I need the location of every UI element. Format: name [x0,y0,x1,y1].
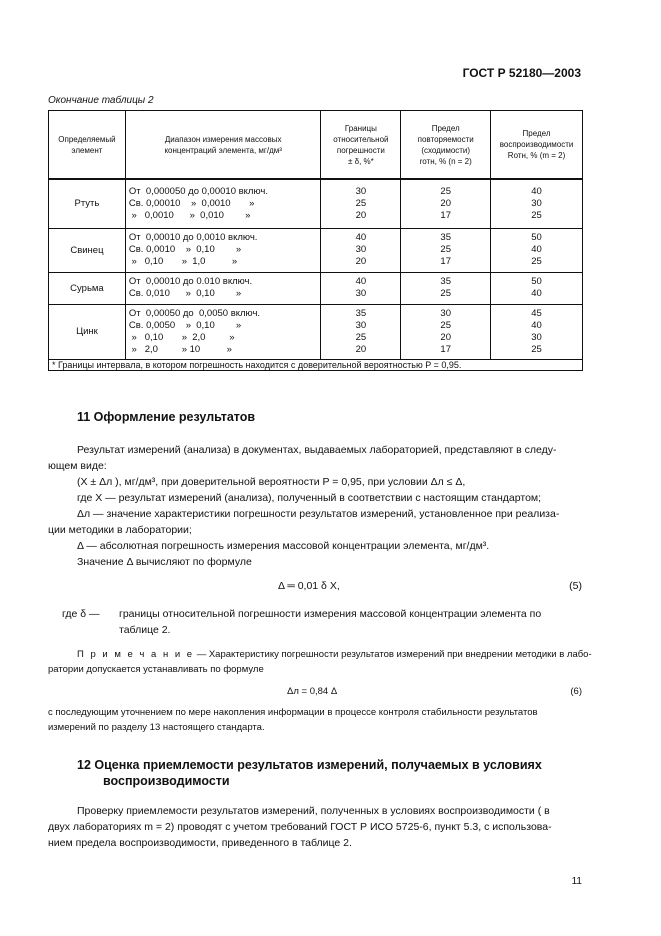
header-range: Диапазон измерения массовых концентраций элемента, мг/дм³ [125,111,321,180]
cell-reproducibility: 50 40 [491,272,583,304]
cell-range: От 0,00010 до 0.010 включ. Св. 0,010 » 0,10 » [125,272,321,304]
table-row [49,272,583,304]
note-line [77,647,592,662]
page-number: 11 [571,876,582,887]
equation-5: Δ ═ 0,01 δ X, [278,580,340,592]
cell-delta: 40 30 20 [321,228,401,272]
cell-range: От 0,000050 до 0,00010 включ. Св. 0,00010 » 0,0010 » » 0,0010 » 0,010 » [125,179,321,228]
table-row [49,179,583,228]
document-header: ГОСТ Р 52180—2003 [462,66,581,80]
where-delta-line: Δ — абсолютная погрешность измерения массовой концентрации элемента, мг/дм³. [77,540,490,552]
where-dl-line: ции методики в лаборатории; [48,524,192,536]
equation-6-number: (6) [570,686,582,697]
note-text: — Характеристику погрешности результатов измерений при внедрении методики в лабо- [194,649,592,660]
where-delta-text: таблице 2. [119,624,171,636]
table-header-row [49,111,583,180]
cell-element: Цинк [49,304,126,359]
table-row [49,304,583,359]
cell-delta: 40 30 [321,272,401,304]
note-line: ратории допускается устанавливать по формуле [48,664,264,675]
section-12-title: 12 Оценка приемлемости результатов измерений, получаемых в условиях [77,758,542,772]
header-repeatability: Предел повторяемости (сходимости) rотн, % (n = 2) [401,111,491,180]
where-delta-label: где δ — [62,608,100,620]
table-2 [48,110,583,371]
cell-repeatability: 35 25 [401,272,491,304]
cell-repeatability: 25 20 17 [401,179,491,228]
cell-element: Свинец [49,228,126,272]
where-delta-text: границы относительной погрешности измерения массовой концентрации элемента по [119,608,542,620]
cell-repeatability: 35 25 17 [401,228,491,272]
cell-element: Сурьма [49,272,126,304]
header-element: Определяемый элемент [49,111,126,180]
section-11-title: 11 Оформление результатов [77,410,256,424]
cell-element: Ртуть [49,179,126,228]
equation-6: Δл = 0,84 Δ [287,686,338,697]
cell-range: От 0,00010 до 0,0010 включ. Св. 0,0010 » 0,10 » » 0,10 » 1,0 » [125,228,321,272]
note-continuation: измерений по разделу 13 настоящего стандарта. [48,722,265,733]
where-dl-line: Δл — значение характеристики погрешности результатов измерений, установленное при реализа- [77,508,560,520]
section-12-title: воспроизводимости [103,774,230,788]
result-format-line: (X ± Δл ), мг/дм³, при доверительной вероятности P = 0,95, при условии Δл ≤ Δ, [77,476,466,488]
cell-reproducibility: 50 40 25 [491,228,583,272]
cell-repeatability: 30 25 20 17 [401,304,491,359]
cell-reproducibility: 40 30 25 [491,179,583,228]
calc-intro: Значение Δ вычисляют по формуле [77,556,252,568]
cell-delta: 30 25 20 [321,179,401,228]
table-row [49,228,583,272]
s11-paragraph-line: ющем виде: [48,460,107,472]
header-delta: Границы относительной погрешности ± δ, %* [321,111,401,180]
where-x-line: где X — результат измерений (анализа), полученный в соответствии с настоящим стандартом; [77,492,542,504]
note-continuation: с последующим уточнением по мере накопления информации в процессе контроля стабильности результатов [48,707,538,718]
note-label: П р и м е ч а н и е [77,649,195,660]
cell-delta: 35 30 25 20 [321,304,401,359]
table-caption: Окончание таблицы 2 [48,95,154,106]
cell-range: От 0,00050 до 0,0050 включ. Св. 0,0050 » 0,10 » » 0,10 » 2,0 » » 2,0 » 10 » [125,304,321,359]
s12-paragraph-line: Проверку приемлемости результатов измерений, полученных в условиях воспроизводимости ( в [77,805,550,817]
header-reproducibility: Предел воспроизводимости Rотн, % (m = 2) [491,111,583,180]
s11-paragraph-line: Результат измерений (анализа) в документах, выдаваемых лабораторией, представляют в следу- [77,444,557,456]
s12-paragraph-line: нием предела воспроизводимости, приведенного в таблице 2. [48,837,352,849]
table-footnote-row [49,359,583,370]
table-footnote: * Границы интервала, в котором погрешность находится с доверительной вероятностью P = 0,95. [49,359,583,370]
s12-paragraph-line: двух лабораториях m = 2) проводят с учетом требований ГОСТ Р ИСО 5725-6, пункт 5.3, с использова- [48,821,552,833]
cell-reproducibility: 45 40 30 25 [491,304,583,359]
equation-5-number: (5) [569,580,582,592]
